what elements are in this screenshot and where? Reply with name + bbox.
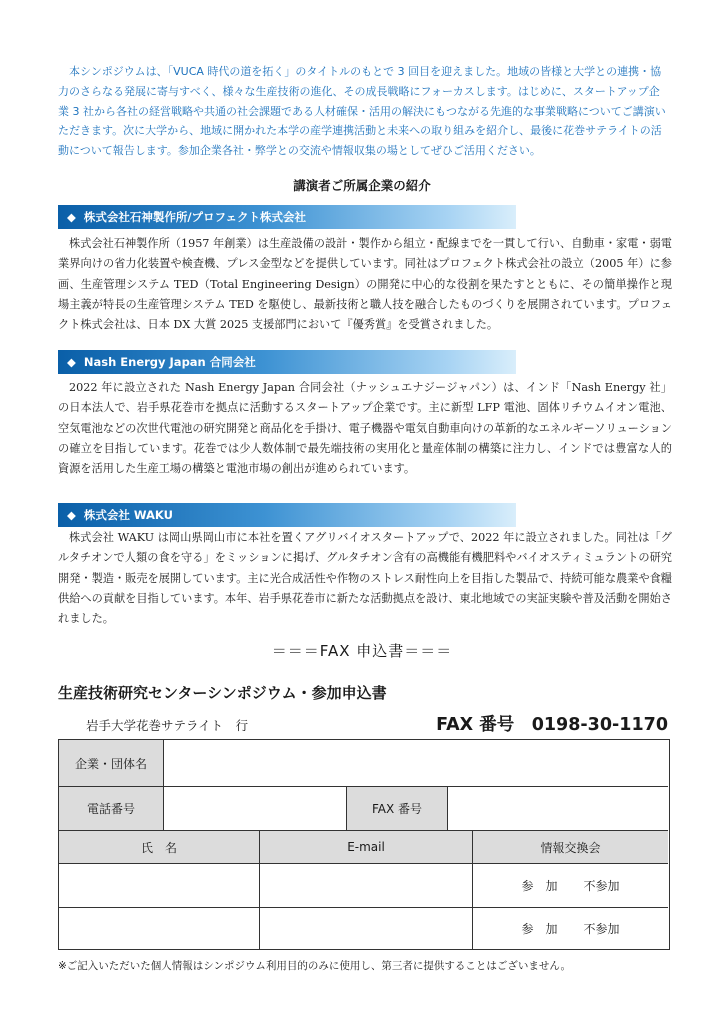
fax-form-heading: ＝＝＝FAX 申込書＝＝＝ <box>271 642 453 660</box>
fax-number: FAX 番号 0198-30-1170 <box>436 715 668 735</box>
company-input[interactable] <box>164 740 668 786</box>
privacy-note: ※ご記入いただいた個人情報はシンポジウム利用目的のみに使用し、第三者に提供することはございません。 <box>58 960 572 972</box>
diamond-icon: ◆ <box>67 355 76 369</box>
name-header: 氏 名 <box>59 831 259 863</box>
attend-option[interactable]: 参 加 <box>521 922 558 936</box>
company-description: 株式会社石神製作所（1957 年創業）は生産設備の設計・製作から組立・配線までを一貫して行い、自動車・家電・弱電業界向けの省力化装置や検査機、プレス金型などを提供しています。同社はプロフェクト株式会社の設立（2005 年）に参画、生産管理システム TED（Total Engineering Design）の開発に中心的な役割を果たすとともに、その簡単操作と現場主義が特長の生産管理システム TED を駆使し、最新技術と職人技を融合したものづくりを展開されています。プロフェクト株式会社は、日本 DX 大賞 2025 支援部門において『優秀賞』を受賞されました。 <box>58 237 672 332</box>
intro-text: 本シンポジウムは、「VUCA 時代の道を拓く」のタイトルのもとで 3 回目を迎えました。地域の皆様と大学との連携・協力のさらなる発展に寄与すべく、様々な生産技術の進化、その成長戦略にフォーカスします。はじめに、スタートアップ企業 3 社から各社の経営戦略や共通の社会課題である人材確保・活用の解決にもつながる先進的な事業戦略についてご講演いただきます。次に大学から、地域に開かれた本学の産学連携活動と未来への取り組みを紹介し、最後に花巻サテライトの活動について報告します。参加企業各社・弊学との交流や情報収集の場としてぜひご活用ください。 <box>58 65 666 158</box>
section-title: 講演者ご所属企業の紹介 <box>293 178 431 193</box>
exchange-options <box>473 908 668 949</box>
company-band-nash <box>58 350 516 374</box>
company-description: 2022 年に設立された Nash Energy Japan 合同会社（ナッシュエナジージャパン）は、インド「Nash Energy 社」の日本法人で、岩手県花巻市を拠点に活動するスタートアップ企業です。主に新型 LFP 電池、固体リチウムイオン電池、空気電池などの次世代電池の研究開発と商品化を手掛け、電子機器や電気自動車向けの革新的なエネルギーソリューションの確立を目指しています。花巻では少人数体制で最先端技術の実用化と量産体制の構築に注力し、インドでは豊富な人的資源を活用した生産工場の構築と電池市場の創出が進められています。 <box>58 381 672 476</box>
application-form <box>58 739 670 950</box>
company-band-waku <box>58 503 516 527</box>
phone-input[interactable] <box>164 787 346 830</box>
not-attend-option[interactable]: 不参加 <box>583 922 620 936</box>
company-description: 株式会社 WAKU は岡山県岡山市に本社を置くアグリバイオスタートアップで、2022 年に設立されました。同社は「グルタチオンで人類の食を守る」をミッションに掲げ、グルタチオン含有の高機能有機肥料やバイオスティミュラントの研究開発・製造・販売を展開しています。主に光合成活性や作物のストレス耐性向上を目指した製品で、持続可能な農業や食糧供給への貢献を目指しています。本年、岩手県花巻市に新たな活動拠点を設け、東北地域での実証実験や普及活動を開始されました。 <box>58 531 672 626</box>
email-header: E-mail <box>260 831 472 863</box>
phone-label: 電話番号 <box>59 787 163 830</box>
attend-option[interactable]: 参 加 <box>521 879 558 893</box>
company-name: 株式会社石神製作所/プロフェクト株式会社 <box>83 210 306 224</box>
not-attend-option[interactable]: 不参加 <box>583 879 620 893</box>
exchange-header: 情報交換会 <box>473 831 668 863</box>
destination: 岩手大学花巻サテライト 行 <box>86 718 249 733</box>
fax-label: FAX 番号 <box>347 787 447 830</box>
company-name: Nash Energy Japan 合同会社 <box>83 355 256 369</box>
form-title: 生産技術研究センターシンポジウム・参加申込書 <box>58 684 387 702</box>
name-input[interactable] <box>59 864 259 907</box>
company-band-ishigami <box>58 205 516 229</box>
diamond-icon: ◆ <box>67 508 76 522</box>
diamond-icon: ◆ <box>67 210 76 224</box>
name-input[interactable] <box>59 908 259 949</box>
email-input[interactable] <box>260 864 472 907</box>
company-label: 企業・団体名 <box>59 740 163 786</box>
company-name: 株式会社 WAKU <box>83 508 173 522</box>
email-input[interactable] <box>260 908 472 949</box>
fax-input[interactable] <box>448 787 668 830</box>
exchange-options <box>473 864 668 907</box>
